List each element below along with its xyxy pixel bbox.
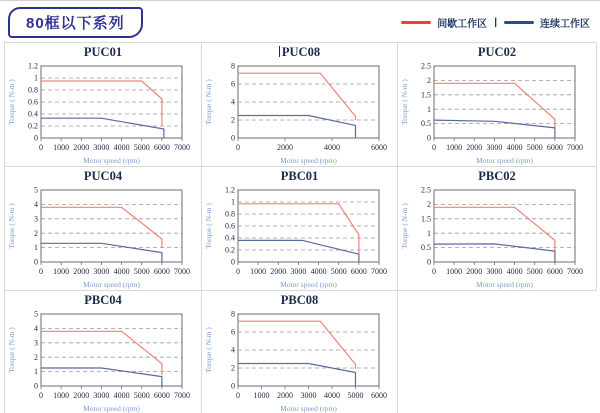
y-tick-label: 8 [231,62,235,71]
y-tick-label: 4 [34,324,38,333]
chart-cell-puc01 [5,43,202,167]
x-tick-label: 6000 [546,267,563,276]
y-tick-label: 0 [231,257,235,267]
legend-label: 连续工作区 [540,19,590,30]
y-tick-label: 6 [231,327,235,337]
x-tick-label: 5000 [526,267,543,276]
text-cursor-icon [279,46,280,57]
x-tick-label: 3000 [290,267,307,276]
y-tick-label: 1 [427,228,431,238]
x-tick-label: 3000 [300,391,317,400]
chart-title-text: PBC04 [84,293,122,307]
continuous-line-swatch [504,21,534,24]
chart-title [5,43,201,62]
y-tick-label: 4 [231,345,235,355]
chart-title-text: PBC02 [478,169,516,183]
series-continuous-line [41,368,162,386]
chart-title [398,43,596,62]
y-tick-label: 2 [231,363,235,373]
series-intermittent-line [41,81,162,126]
x-tick-label: 0 [236,143,240,152]
chart-title [5,291,201,310]
y-tick-label: 8 [231,310,235,319]
y-tick-label: 1.2 [28,62,38,71]
chart-puc02-plot [398,62,593,167]
y-tick-label: 1 [34,73,38,83]
chart-pbc01-plot [202,186,397,291]
empty-cell [398,291,597,413]
legend [401,15,590,30]
y-tick-label: 1 [427,104,431,114]
y-tick-label: 0.8 [28,85,38,95]
y-tick-label: 5 [34,186,38,195]
legend-label: 间歇工作区 [437,19,488,30]
y-tick-label: 1 [34,367,38,377]
y-tick-label: 0 [34,133,38,143]
x-tick-label: 5000 [133,143,150,152]
series-continuous-line [41,243,162,262]
chart-title-text: PBC01 [280,169,319,183]
header [0,1,600,42]
series-continuous-line [434,244,555,262]
x-tick-label: 4000 [113,267,130,276]
x-tick-label: 2000 [73,267,90,276]
chart-pbc02-plot [398,186,593,291]
y-tick-label: 2.5 [421,62,431,71]
y-tick-label: 1 [231,197,235,207]
chart-cell-puc02 [398,43,597,167]
chart-title-text: PUC02 [477,45,517,59]
series-intermittent-line [238,321,356,369]
y-tick-label: 3 [34,338,38,348]
x-tick-label: 7000 [174,391,190,400]
chart-grid [4,42,596,413]
y-tick-label: 3 [34,214,38,224]
x-tick-label: 5000 [526,143,543,152]
y-axis-label: Torque ( N-m ) [204,203,213,249]
x-tick-label: 4000 [324,391,340,400]
legend-item-continuous [504,15,590,30]
x-axis-label: Motor speed (rpm) [280,280,337,289]
y-tick-label: 0.5 [421,243,431,253]
x-tick-label: 2000 [270,267,287,276]
x-tick-label: 6000 [546,143,563,152]
x-tick-label: 3000 [486,267,503,276]
x-tick-label: 0 [39,143,43,152]
x-tick-label: 2000 [466,143,483,152]
chart-pbc08-plot [202,310,397,413]
x-tick-label: 6000 [371,143,387,152]
y-tick-label: 2 [427,76,431,85]
y-axis-label: Torque ( N-m ) [204,327,213,373]
x-tick-label: 4000 [113,143,130,152]
x-tick-label: 1000 [446,143,463,152]
x-tick-label: 0 [236,267,240,276]
chart-title [202,167,397,186]
y-axis-label: Torque ( N-m ) [7,327,16,373]
legend-item-intermittent [401,15,487,30]
x-tick-label: 5000 [330,267,347,276]
x-tick-label: 0 [39,267,43,276]
x-tick-label: 1000 [53,267,70,276]
series-intermittent-line [41,331,162,375]
x-tick-label: 4000 [506,143,523,152]
chart-cell-pbc01 [202,167,398,291]
chart-title [202,43,397,62]
x-tick-label: 6000 [371,391,387,400]
chart-puc04-plot [5,186,200,291]
chart-title-text: PUC04 [83,169,123,183]
chart-title-text: PUC01 [83,45,123,59]
y-tick-label: 2 [34,352,38,362]
x-tick-label: 7000 [567,143,583,152]
x-tick-label: 3000 [486,143,503,152]
y-axis-label: Torque ( N-m ) [7,79,16,125]
chart-cell-pbc02 [398,167,597,291]
series-continuous-line [238,364,356,387]
y-tick-label: 4 [34,200,38,209]
chart-cell-pbc04 [5,291,202,413]
y-tick-label: 1.5 [421,214,431,224]
y-tick-label: 0.8 [225,209,235,219]
x-tick-label: 6000 [153,143,170,152]
y-axis-label: Torque ( N-m ) [400,203,409,249]
x-tick-label: 1000 [250,267,267,276]
y-tick-label: 0 [34,257,38,267]
chart-cell-puc08 [202,43,398,167]
x-tick-label: 0 [236,391,240,400]
y-tick-label: 2 [231,115,235,125]
y-tick-label: 4 [231,97,235,107]
legend-separator: | [494,17,497,28]
series-continuous-line [238,240,359,262]
series-title-badge: 80框以下系列 [8,7,143,38]
x-tick-label: 6000 [153,267,170,276]
chart-title [5,167,201,186]
plot-frame [41,314,182,386]
y-tick-label: 0.4 [28,109,38,119]
x-tick-label: 3000 [93,143,110,152]
y-tick-label: 6 [231,79,235,89]
x-tick-label: 2000 [277,391,293,400]
y-tick-label: 2.5 [421,186,431,195]
chart-puc01-plot [5,62,200,167]
y-tick-label: 0 [231,381,235,391]
y-tick-label: 1.5 [421,90,431,100]
y-tick-label: 0.4 [225,233,235,243]
x-tick-label: 1000 [53,143,70,152]
chart-cell-puc04 [5,167,202,291]
plot-frame [41,190,182,262]
series-intermittent-line [238,73,356,120]
series-intermittent-line [238,204,359,255]
x-axis-label: Motor speed (rpm) [476,156,533,165]
x-axis-label: Motor speed (rpm) [83,280,140,289]
chart-puc08-plot [202,62,397,167]
y-tick-label: 0.5 [421,119,431,129]
y-tick-label: 1 [34,243,38,253]
x-tick-label: 0 [432,267,436,276]
x-axis-label: Motor speed (rpm) [83,156,140,165]
x-tick-label: 3000 [93,267,110,276]
x-tick-label: 4000 [113,391,130,400]
chart-title [398,167,596,186]
x-tick-label: 2000 [73,143,90,152]
y-axis-label: Torque ( N-m ) [400,79,409,125]
x-tick-label: 7000 [174,267,190,276]
x-tick-label: 0 [39,391,43,400]
chart-title-text: PUC08 [281,45,321,59]
x-tick-label: 0 [432,143,436,152]
x-tick-label: 4000 [310,267,327,276]
x-tick-label: 4000 [324,143,340,152]
x-tick-label: 1000 [253,391,270,400]
x-tick-label: 1000 [53,391,70,400]
x-tick-label: 5000 [133,267,150,276]
y-tick-label: 1.2 [225,186,235,195]
y-tick-label: 0 [231,133,235,143]
chart-cell-pbc08 [202,291,398,413]
x-tick-label: 7000 [371,267,387,276]
series-continuous-line [434,120,555,138]
x-tick-label: 5000 [347,391,364,400]
y-tick-label: 2 [34,228,38,238]
y-tick-label: 0 [427,257,431,267]
y-tick-label: 0.2 [225,245,235,255]
x-axis-label: Motor speed (rpm) [476,280,533,289]
chart-title [202,291,397,310]
y-tick-label: 0.2 [28,121,38,131]
x-tick-label: 2000 [466,267,483,276]
chart-title-text: PBC08 [280,293,319,307]
y-tick-label: 0.6 [225,221,235,231]
series-intermittent-line [41,207,162,247]
x-tick-label: 3000 [93,391,110,400]
y-tick-label: 0.6 [28,97,38,107]
x-axis-label: Motor speed (rpm) [280,404,337,413]
x-tick-label: 7000 [174,143,190,152]
y-axis-label: Torque ( N-m ) [204,79,213,125]
x-tick-label: 7000 [567,267,583,276]
x-tick-label: 2000 [73,391,90,400]
y-tick-label: 2 [427,200,431,209]
x-tick-label: 6000 [350,267,367,276]
x-tick-label: 6000 [153,391,170,400]
x-tick-label: 1000 [446,267,463,276]
y-axis-label: Torque ( N-m ) [7,203,16,249]
x-tick-label: 5000 [133,391,150,400]
x-tick-label: 4000 [506,267,523,276]
series-continuous-line [41,118,164,138]
y-tick-label: 5 [34,310,38,319]
x-tick-label: 2000 [277,143,293,152]
y-tick-label: 0 [34,381,38,391]
y-tick-label: 0 [427,133,431,143]
chart-pbc04-plot [5,310,200,413]
x-axis-label: Motor speed (rpm) [83,404,140,413]
series-continuous-line [238,116,356,139]
x-axis-label: Motor speed (rpm) [280,156,337,165]
intermittent-line-swatch [401,21,431,24]
